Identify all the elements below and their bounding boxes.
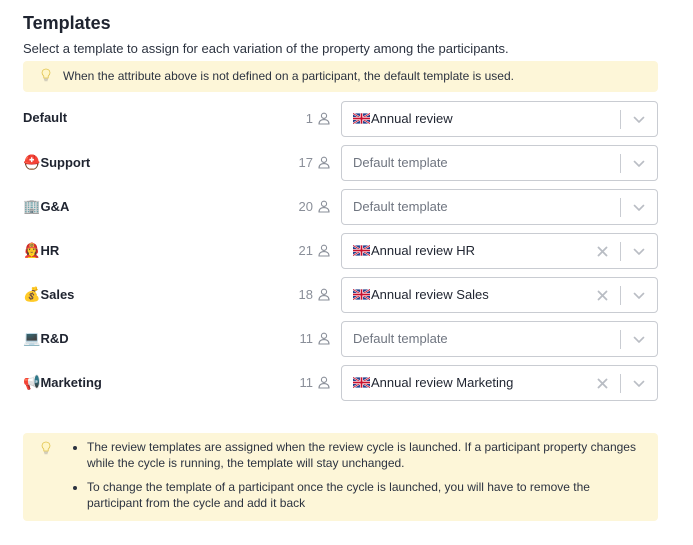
clear-x-icon[interactable] [597,246,608,257]
person-icon [318,288,330,301]
lightbulb-icon [41,68,51,82]
page-subtitle: Select a template to assign for each variation of the property among the participants. [23,41,509,56]
row-label [23,110,67,125]
row-emoji: ⛑️ [23,154,41,170]
select-divider [620,286,621,305]
row-emoji: 📢 [23,374,41,390]
chevron-down-icon[interactable] [633,116,645,124]
person-icon [318,376,330,389]
select-divider [620,374,621,393]
uk-flag-icon [353,377,370,388]
row-emoji: 💰 [23,286,41,302]
template-select[interactable] [341,189,658,225]
uk-flag-icon [353,289,370,300]
select-value [353,331,448,346]
template-row [23,365,658,401]
chevron-down-icon[interactable] [633,248,645,256]
template-select[interactable] [341,233,658,269]
info-list [69,439,647,519]
select-divider [620,154,621,173]
person-icon [318,112,330,125]
row-label [23,154,90,171]
participant-count: 21 [298,243,313,258]
select-value-text: Annual review HR [371,243,476,258]
select-divider [620,198,621,217]
default-template-hint [23,61,658,92]
clear-x-icon[interactable] [597,290,608,301]
participant-count: 11 [299,375,313,390]
row-label-text: Support [40,155,91,170]
uk-flag-icon [353,245,370,256]
participant-count: 17 [298,155,313,170]
template-select[interactable] [341,277,658,313]
clear-x-icon[interactable] [597,378,608,389]
row-label [23,242,59,259]
participant-count: 18 [298,287,313,302]
template-row [23,101,658,137]
template-row [23,145,658,181]
chevron-down-icon[interactable] [633,204,645,212]
select-value-text: Default template [353,155,448,170]
row-label-text: Default [23,110,68,125]
person-icon [318,200,330,213]
row-emoji: 👩‍🚒 [23,242,41,258]
select-value [353,111,453,126]
info-item: • The review templates are assigned when the review cycle is launched. If a participant property changes while the cycle is running, the template will stay unchanged. [87,439,647,471]
row-label [23,330,69,347]
info-box [23,433,658,521]
select-value [353,287,489,302]
chevron-down-icon[interactable] [633,160,645,168]
chevron-down-icon[interactable] [633,292,645,300]
row-emoji: 💻 [23,330,41,346]
select-value [353,375,513,390]
template-row [23,189,658,225]
select-divider [620,110,621,129]
chevron-down-icon[interactable] [633,336,645,344]
page-title: Templates [23,13,111,33]
select-value-text: Annual review [371,111,453,126]
template-select[interactable] [341,101,658,137]
info-item: • To change the template of a participant once the cycle is launched, you will have to remove the participant from the cycle and add it back [87,479,647,511]
select-value [353,199,448,214]
row-label-text: G&A [40,199,70,214]
template-row [23,277,658,313]
row-label-text: R&D [40,331,69,346]
person-icon [318,156,330,169]
select-divider [620,242,621,261]
select-value-text: Default template [353,199,448,214]
select-value-text: Default template [353,331,448,346]
row-label [23,374,102,391]
row-label-text: HR [40,243,60,258]
participant-count: 20 [298,199,313,214]
row-emoji: 🏢 [23,198,41,214]
row-label [23,286,74,303]
row-label-text: Marketing [40,375,102,390]
select-divider [620,330,621,349]
select-value-text: Annual review Marketing [371,375,514,390]
person-icon [318,244,330,257]
template-select[interactable] [341,145,658,181]
select-value [353,243,475,258]
row-label [23,198,69,215]
template-row [23,321,658,357]
template-row [23,233,658,269]
person-icon [318,332,330,345]
template-select[interactable] [341,321,658,357]
row-label-text: Sales [40,287,75,302]
chevron-down-icon[interactable] [633,380,645,388]
uk-flag-icon [353,113,370,124]
select-value [353,155,448,170]
lightbulb-icon [41,441,51,455]
participant-count: 1 [305,111,313,126]
select-value-text: Annual review Sales [371,287,489,302]
template-select[interactable] [341,365,658,401]
hint-text: When the attribute above is not defined on a participant, the default template is used. [63,69,514,83]
participant-count: 11 [299,331,313,346]
